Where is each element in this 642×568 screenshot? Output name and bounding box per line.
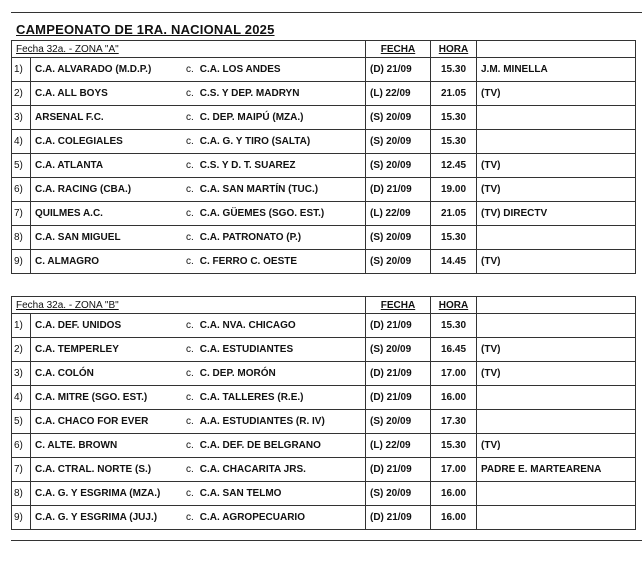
away-team [182,154,366,178]
match-number: 5) [12,154,31,178]
versus-label: c. [186,368,194,379]
match-row [12,106,636,130]
match-number: 2) [12,82,31,106]
away-team-name: C.A. PATRONATO (P.) [199,232,302,243]
match-time: 16.00 [431,506,477,530]
away-team [182,362,366,386]
match-note [477,506,636,530]
match-date: (L) 22/09 [366,202,431,226]
away-team [182,386,366,410]
match-note [477,386,636,410]
home-team: C.A. CTRAL. NORTE (S.) [31,458,183,482]
match-time: 21.05 [431,82,477,106]
home-team: C.A. G. Y ESGRIMA (MZA.) [31,482,183,506]
match-row [12,506,636,530]
home-team: QUILMES A.C. [31,202,183,226]
match-note [477,314,636,338]
match-date: (D) 21/09 [366,386,431,410]
home-team: C.A. G. Y ESGRIMA (JUJ.) [31,506,183,530]
match-note: (TV) [477,434,636,458]
match-date: (S) 20/09 [366,130,431,154]
match-row [12,314,636,338]
versus-label: c. [186,256,194,267]
home-team: C.A. SAN MIGUEL [31,226,183,250]
versus-label: c. [186,208,194,219]
away-team-name: C.A. TALLERES (R.E.) [199,392,304,403]
away-team-name: C. FERRO C. OESTE [199,256,298,267]
versus-label: c. [186,440,194,451]
away-team-name: C.S. Y DEP. MADRYN [199,88,300,99]
zona-b-table [11,296,636,530]
match-date: (D) 21/09 [366,506,431,530]
match-time: 15.30 [431,434,477,458]
away-team [182,58,366,82]
zona-a-label: Fecha 32a. - ZONA "A" [12,41,366,58]
match-date: (D) 21/09 [366,314,431,338]
away-team-name: C.A. LOS ANDES [199,64,281,75]
match-date: (D) 21/09 [366,362,431,386]
match-date: (D) 21/09 [366,178,431,202]
match-time: 17.00 [431,362,477,386]
match-time: 15.30 [431,106,477,130]
away-team [182,226,366,250]
away-team [182,482,366,506]
away-team [182,410,366,434]
away-team [182,250,366,274]
match-number: 2) [12,338,31,362]
home-team: C.A. COLÓN [31,362,183,386]
match-note: (TV) [477,178,636,202]
home-team: C. ALMAGRO [31,250,183,274]
away-team-name: C.A. GÜEMES (SGO. EST.) [199,208,325,219]
away-team-name: C.A. DEF. DE BELGRANO [199,440,321,451]
versus-label: c. [186,320,194,331]
away-team [182,506,366,530]
home-team: C. ALTE. BROWN [31,434,183,458]
versus-label: c. [186,160,194,171]
match-row [12,410,636,434]
match-date: (S) 20/09 [366,226,431,250]
match-number: 9) [12,506,31,530]
versus-label: c. [186,416,194,427]
away-team [182,130,366,154]
match-date: (S) 20/09 [366,482,431,506]
match-time: 15.30 [431,314,477,338]
match-row [12,482,636,506]
versus-label: c. [186,232,194,243]
match-time: 16.00 [431,482,477,506]
match-time: 16.00 [431,386,477,410]
match-date: (S) 20/09 [366,154,431,178]
match-time: 16.45 [431,338,477,362]
versus-label: c. [186,464,194,475]
zona-a-header-row [12,41,636,58]
away-team-name: C.A. SAN TELMO [199,488,282,499]
match-row [12,202,636,226]
away-team [182,314,366,338]
home-team: C.A. MITRE (SGO. EST.) [31,386,183,410]
match-row [12,130,636,154]
away-team-name: A.A. ESTUDIANTES (R. IV) [199,416,325,427]
match-note [477,482,636,506]
match-note: PADRE E. MARTEARENA [477,458,636,482]
match-note [477,410,636,434]
match-number: 5) [12,410,31,434]
versus-label: c. [186,512,194,523]
top-rule [11,12,642,13]
match-number: 4) [12,386,31,410]
match-number: 3) [12,362,31,386]
match-date: (S) 20/09 [366,338,431,362]
match-row [12,434,636,458]
home-team: C.A. CHACO FOR EVER [31,410,183,434]
away-team-name: C. DEP. MAIPÚ (MZA.) [199,112,304,123]
match-row [12,82,636,106]
match-note: (TV) [477,250,636,274]
match-number: 6) [12,434,31,458]
away-team-name: C.A. SAN MARTÍN (TUC.) [199,184,319,195]
match-row [12,178,636,202]
match-row [12,226,636,250]
match-time: 15.30 [431,226,477,250]
away-team-name: C. DEP. MORÓN [199,368,276,379]
match-number: 7) [12,458,31,482]
versus-label: c. [186,184,194,195]
home-team: C.A. ALVARADO (M.D.P.) [31,58,183,82]
away-team-name: C.A. G. Y TIRO (SALTA) [199,136,311,147]
match-date: (S) 20/09 [366,106,431,130]
match-note [477,106,636,130]
versus-label: c. [186,488,194,499]
home-team: C.A. COLEGIALES [31,130,183,154]
match-date: (L) 22/09 [366,82,431,106]
match-number: 1) [12,58,31,82]
home-team: ARSENAL F.C. [31,106,183,130]
match-row [12,362,636,386]
match-note [477,130,636,154]
zona-b-label: Fecha 32a. - ZONA "B" [12,297,366,314]
home-team: C.A. DEF. UNIDOS [31,314,183,338]
versus-label: c. [186,112,194,123]
home-team: C.A. ALL BOYS [31,82,183,106]
match-row [12,338,636,362]
match-time: 15.30 [431,58,477,82]
match-time: 14.45 [431,250,477,274]
match-time: 21.05 [431,202,477,226]
match-date: (S) 20/09 [366,250,431,274]
match-time: 15.30 [431,130,477,154]
match-date: (D) 21/09 [366,58,431,82]
versus-label: c. [186,88,194,99]
page-title: CAMPEONATO DE 1RA. NACIONAL 2025 [16,22,275,37]
match-number: 6) [12,178,31,202]
away-team [182,106,366,130]
hora-header: HORA [431,41,477,58]
versus-label: c. [186,64,194,75]
obs-header [477,297,636,314]
match-note [477,226,636,250]
match-time: 19.00 [431,178,477,202]
away-team [182,178,366,202]
away-team [182,202,366,226]
away-team [182,338,366,362]
away-team-name: C.A. CHACARITA JRS. [199,464,306,475]
hora-header: HORA [431,297,477,314]
match-number: 1) [12,314,31,338]
match-date: (S) 20/09 [366,410,431,434]
match-note: (TV) [477,154,636,178]
match-row [12,250,636,274]
match-note: (TV) [477,82,636,106]
match-number: 8) [12,482,31,506]
match-row [12,386,636,410]
match-note: (TV) DIRECTV [477,202,636,226]
obs-header [477,41,636,58]
away-team [182,458,366,482]
away-team-name: C.A. ESTUDIANTES [199,344,294,355]
match-note: (TV) [477,338,636,362]
away-team-name: C.A. NVA. CHICAGO [199,320,296,331]
away-team [182,434,366,458]
versus-label: c. [186,344,194,355]
away-team-name: C.S. Y D. T. SUAREZ [199,160,296,171]
match-note: J.M. MINELLA [477,58,636,82]
match-number: 3) [12,106,31,130]
home-team: C.A. ATLANTA [31,154,183,178]
match-row [12,58,636,82]
versus-label: c. [186,136,194,147]
match-date: (L) 22/09 [366,434,431,458]
zona-b-header-row [12,297,636,314]
bottom-rule [11,540,642,541]
home-team: C.A. RACING (CBA.) [31,178,183,202]
zona-a-table [11,40,636,274]
home-team: C.A. TEMPERLEY [31,338,183,362]
match-row [12,154,636,178]
match-number: 7) [12,202,31,226]
match-number: 9) [12,250,31,274]
versus-label: c. [186,392,194,403]
away-team [182,82,366,106]
match-time: 17.00 [431,458,477,482]
match-date: (D) 21/09 [366,458,431,482]
match-time: 17.30 [431,410,477,434]
match-number: 8) [12,226,31,250]
fecha-header: FECHA [366,297,431,314]
away-team-name: C.A. AGROPECUARIO [199,512,305,523]
match-number: 4) [12,130,31,154]
match-row [12,458,636,482]
fecha-header: FECHA [366,41,431,58]
match-time: 12.45 [431,154,477,178]
match-note: (TV) [477,362,636,386]
